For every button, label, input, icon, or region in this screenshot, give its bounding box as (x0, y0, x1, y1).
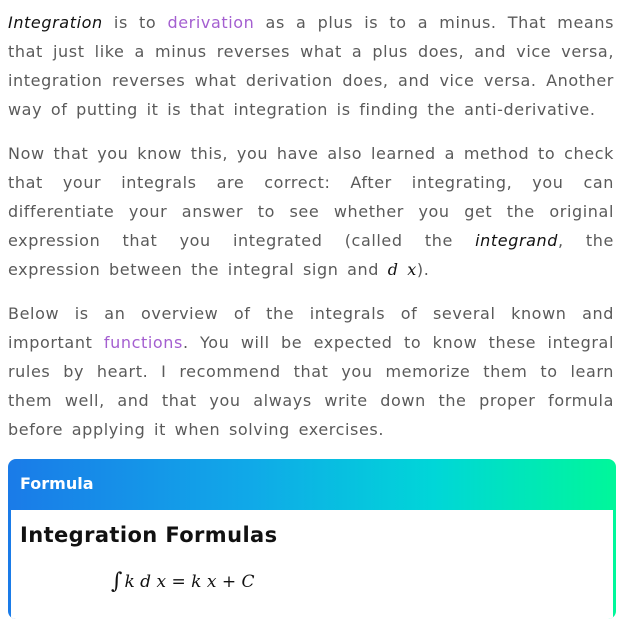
paragraph-text: Now that you know this, you have also learned a method to check that your integrals are correct: After integrating, you can differentiate your answer to see whether you get the original expression that you integrated (called the (8, 144, 614, 250)
paragraph-check-method (8, 139, 614, 284)
link-derivation[interactable]: derivation (167, 13, 255, 32)
link-functions[interactable]: functions (103, 333, 183, 352)
term-integration: Integration (8, 13, 103, 32)
formula-rhs: k x + C (191, 572, 255, 592)
formula-equals: = (171, 572, 186, 592)
paragraph-intro (8, 8, 614, 124)
formula-box-header: Formula (20, 474, 94, 493)
integral-sign: ∫ (111, 569, 123, 594)
paragraph-text: ). (416, 260, 430, 279)
formula-box-title: Integration Formulas (20, 523, 278, 547)
math-dx: d x (387, 260, 417, 279)
article-content (8, 8, 614, 459)
formula-lhs: k d x (124, 572, 167, 592)
formula-constant-integral (111, 568, 254, 593)
paragraph-text: as a plus is to a minus. That means that just like a minus reverses what a plus does, and vice versa, integration reverses what derivation does, and vice versa. Another way of putting it is that integration is finding the anti-derivative. (8, 13, 615, 119)
term-integrand: integrand (475, 231, 559, 250)
paragraph-overview (8, 299, 614, 444)
paragraph-text: , the expression between the integral sign and (8, 231, 614, 279)
formula-box-body (11, 510, 613, 619)
paragraph-text: is to (102, 13, 168, 32)
paragraph-text: . You will be expected to know these integral rules by heart. I recommend that you memorize them to learn them well, and that you always write down the proper formula before applying it when solving exercises. (8, 333, 615, 439)
formula-box (8, 459, 616, 619)
paragraph-text: Below is an overview of the integrals of several known and important (8, 304, 614, 352)
